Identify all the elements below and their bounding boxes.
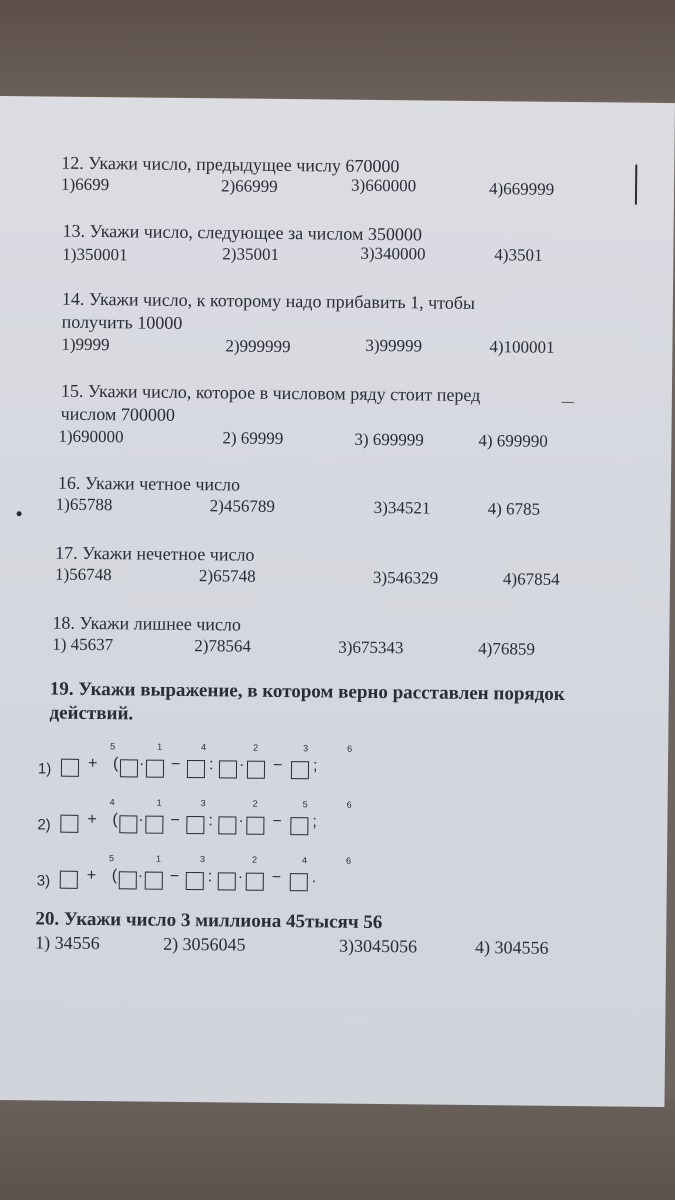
divide-sign: : xyxy=(207,868,213,886)
plus-sign: + xyxy=(87,810,97,829)
blank-box xyxy=(247,761,265,779)
multiply-sign: · xyxy=(238,812,244,830)
question-15-line-1: 15. Укажи число, которое в числовом ряду стоит перед xyxy=(60,380,481,406)
order-number: 4 xyxy=(109,797,115,808)
q18-option-4: 4)76859 xyxy=(478,639,536,659)
expression-2 xyxy=(32,796,412,840)
order-number: 1 xyxy=(155,853,162,864)
question-15-line-2: числом 700000 xyxy=(60,403,175,425)
q20-option-3: 3)3045056 xyxy=(339,935,418,957)
blank-box xyxy=(186,872,204,890)
order-number: 1 xyxy=(157,741,163,752)
expression-label: 1) xyxy=(37,760,52,778)
q12-option-3: 3)660000 xyxy=(350,175,417,196)
q17-option-3: 3)546329 xyxy=(372,567,439,588)
q13-option-3: 3)340000 xyxy=(360,243,426,264)
question-14-line-1: 14. Укажи число, к которому надо прибавить 1, чтобы xyxy=(61,288,476,313)
multiply-sign: · xyxy=(138,811,144,829)
question-19-line-2: действий. xyxy=(49,702,134,725)
blank-box xyxy=(119,871,137,889)
minus-sign: − xyxy=(272,812,282,830)
expression-1 xyxy=(33,740,413,784)
q18-option-2: 2)78564 xyxy=(194,636,252,656)
minus-sign: − xyxy=(271,868,282,886)
blank-box xyxy=(246,873,264,891)
multiply-sign: · xyxy=(138,755,145,773)
q14-option-1: 1)9999 xyxy=(61,334,110,355)
blank-box xyxy=(119,815,137,833)
blank-box xyxy=(186,816,204,834)
q16-option-2: 2)456789 xyxy=(209,496,275,516)
blank-box xyxy=(61,759,79,777)
minus-sign: − xyxy=(272,756,283,774)
expression-label: 2) xyxy=(37,816,51,834)
order-number: 4 xyxy=(301,855,308,866)
expression-label: 3) xyxy=(36,872,51,890)
question-16: 16. Укажи четное число xyxy=(57,472,241,495)
q12-option-4: 4)669999 xyxy=(488,179,555,199)
q14-option-3: 3)99999 xyxy=(365,335,423,356)
question-19-line-1: 19. Укажи выражение, в котором верно расставлен порядок xyxy=(49,678,565,705)
q16-option-1: 1)65788 xyxy=(55,494,113,515)
q20-option-2: 2) 3056045 xyxy=(163,933,246,955)
table-surface-bottom xyxy=(0,1098,675,1200)
q18-option-1: 1) 45637 xyxy=(52,634,114,655)
blank-box xyxy=(145,872,163,890)
order-number: 5 xyxy=(108,853,115,864)
multiply-sign: · xyxy=(137,867,144,885)
divide-sign: : xyxy=(208,812,213,830)
blank-box xyxy=(187,760,205,778)
end-mark: ; xyxy=(312,757,318,775)
order-number: 6 xyxy=(345,855,352,866)
minus-sign: − xyxy=(170,755,181,773)
end-mark: . xyxy=(311,869,317,887)
blank-box xyxy=(120,759,138,777)
minus-sign: − xyxy=(169,867,180,885)
order-number: 5 xyxy=(110,741,116,752)
q15-option-3: 3) 699999 xyxy=(354,429,424,450)
plus-sign: + xyxy=(87,754,98,773)
q13-option-1: 1)350001 xyxy=(62,244,128,265)
q20-option-1: 1) 34556 xyxy=(35,932,100,954)
ink-dot xyxy=(17,511,22,516)
q17-option-1: 1)56748 xyxy=(54,564,112,585)
order-number: 2 xyxy=(253,742,259,753)
q12-option-2: 2)66999 xyxy=(220,176,278,196)
open-paren: ( xyxy=(112,755,119,773)
order-number: 3 xyxy=(200,798,206,809)
multiply-sign: · xyxy=(237,868,244,886)
q13-option-2: 2)35001 xyxy=(222,244,280,264)
q15-option-2: 2) 69999 xyxy=(222,428,284,448)
blank-box xyxy=(218,872,236,890)
order-number: 3 xyxy=(199,854,206,865)
worksheet-paper xyxy=(0,96,675,1107)
expression-3 xyxy=(32,852,412,896)
q18-option-3: 3)675343 xyxy=(338,637,404,658)
question-17: 17. Укажи нечетное число xyxy=(55,542,255,565)
q14-option-2: 2)999999 xyxy=(225,336,291,357)
question-18: 18. Укажи лишнее число xyxy=(52,612,242,635)
q13-option-4: 4)3501 xyxy=(494,245,543,265)
blank-box xyxy=(290,817,308,835)
q17-option-2: 2)65748 xyxy=(198,566,256,586)
order-number: 6 xyxy=(347,743,353,754)
end-mark: ; xyxy=(312,813,317,831)
multiply-sign: · xyxy=(238,756,245,774)
blank-box xyxy=(219,760,237,778)
question-13: 13. Укажи число, следующее за числом 350000 xyxy=(62,220,423,245)
order-number: 6 xyxy=(346,799,352,810)
order-number: 2 xyxy=(252,798,258,809)
question-14-line-2: получить 10000 xyxy=(61,311,183,333)
q14-option-4: 4)100001 xyxy=(489,337,555,357)
question-12: 12. Укажи число, предыдущее числу 670000 xyxy=(61,152,400,177)
order-number: 4 xyxy=(201,742,207,753)
pencil-dash xyxy=(562,402,574,403)
order-number: 1 xyxy=(156,797,162,808)
question-20: 20. Укажи число 3 миллиона 45тысяч 56 xyxy=(35,908,383,934)
divide-sign: : xyxy=(208,756,214,774)
plus-sign: + xyxy=(86,866,97,885)
pen-mark xyxy=(635,165,637,205)
minus-sign: − xyxy=(170,811,180,829)
blank-box xyxy=(60,871,78,889)
q15-option-4: 4) 699990 xyxy=(478,431,548,451)
order-number: 2 xyxy=(251,854,258,865)
q12-option-1: 1)6699 xyxy=(60,174,110,195)
open-paren: ( xyxy=(111,867,118,885)
open-paren: ( xyxy=(112,811,118,829)
order-number: 3 xyxy=(303,743,309,754)
blank-box xyxy=(218,816,236,834)
table-surface-top xyxy=(0,0,675,100)
q16-option-3: 3)34521 xyxy=(373,497,431,518)
blank-box xyxy=(60,815,78,833)
blank-box xyxy=(291,761,309,779)
order-number: 5 xyxy=(302,799,308,810)
q15-option-1: 1)690000 xyxy=(58,426,124,447)
q16-option-4: 4) 6785 xyxy=(487,499,541,519)
blank-box xyxy=(146,760,164,778)
q20-option-4: 4) 304556 xyxy=(475,937,549,958)
blank-box xyxy=(246,817,264,835)
blank-box xyxy=(145,816,163,834)
q17-option-4: 4)67854 xyxy=(502,569,560,589)
blank-box xyxy=(290,873,308,891)
